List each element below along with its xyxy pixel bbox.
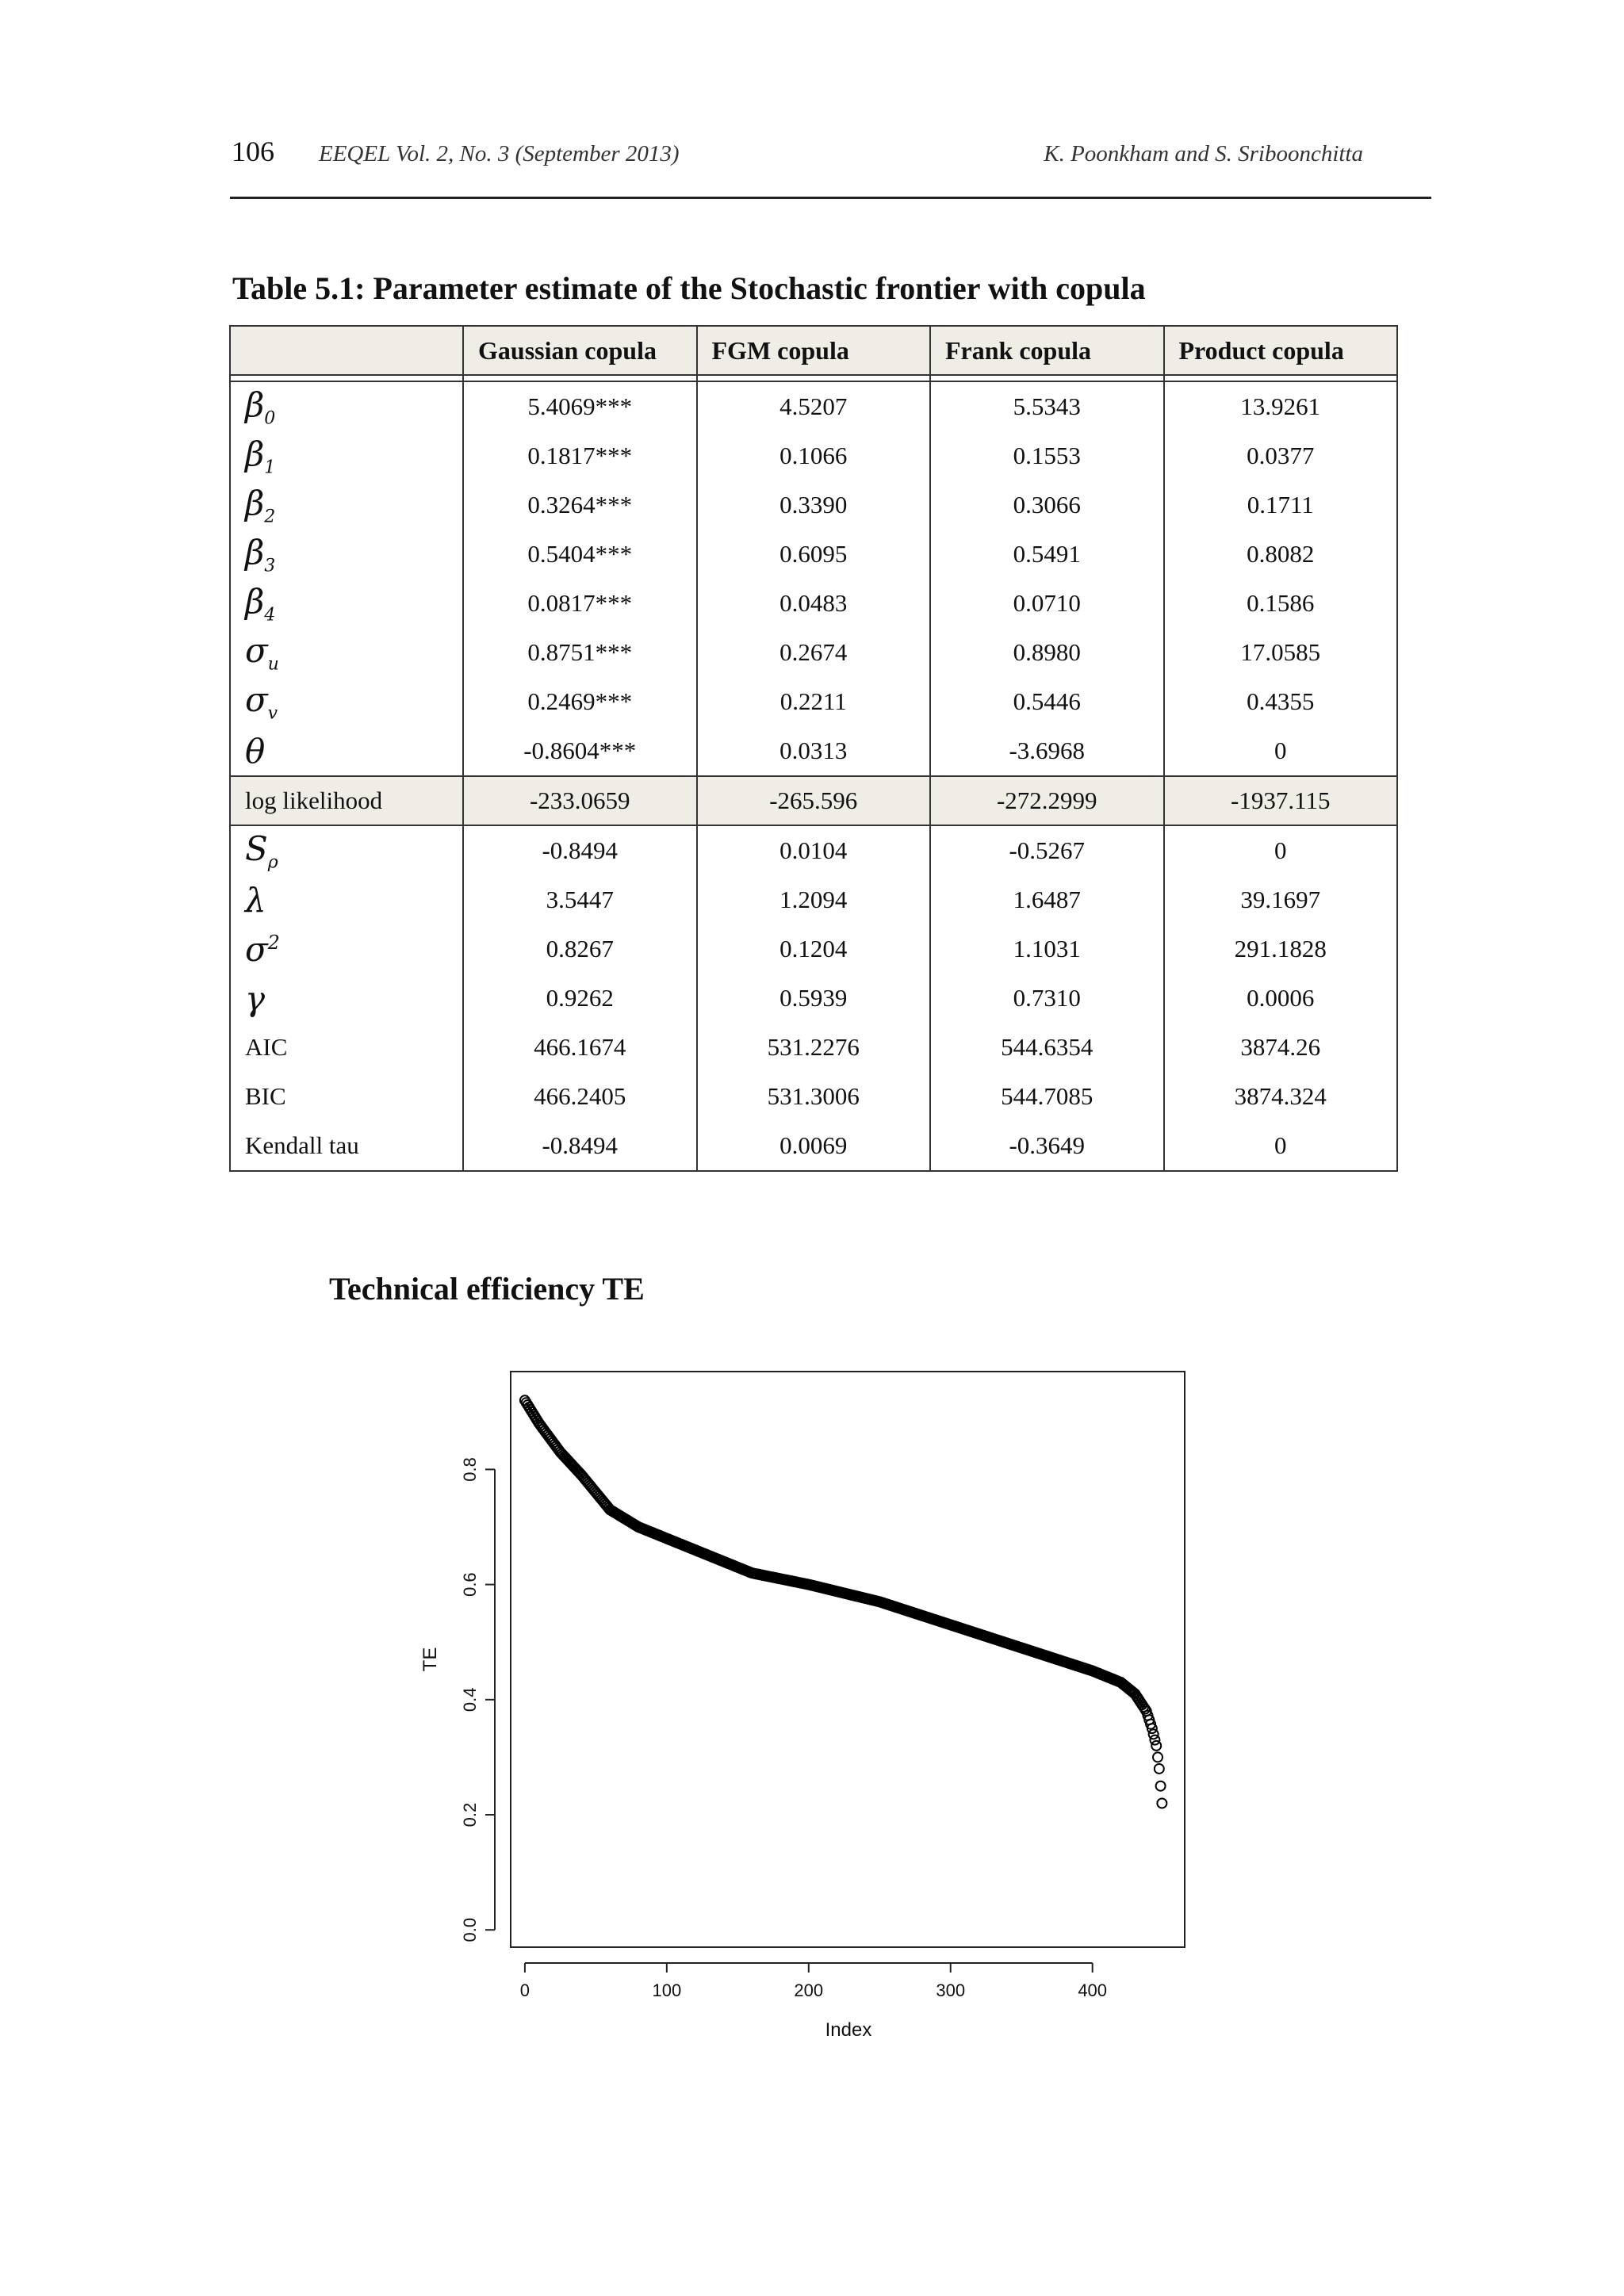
symbol: λ: [245, 880, 266, 920]
row-label: [230, 381, 463, 431]
table-row: [230, 825, 1397, 875]
table-cell: 0.3264***: [463, 480, 697, 530]
table-cell: 0.1586: [1164, 579, 1398, 628]
table-cell: 0.8267: [463, 924, 697, 974]
table-cell: 0.8751***: [463, 628, 697, 677]
table-cell: 0: [1164, 726, 1398, 776]
table-cell: 0.0006: [1164, 974, 1398, 1023]
plot-frame: [511, 1372, 1185, 1947]
y-tick-label: 0.0: [460, 1917, 480, 1942]
table-cell: 0.2469***: [463, 677, 697, 726]
table-cell: 0.0069: [697, 1121, 931, 1171]
row-label-text: Kendall tau: [245, 1131, 359, 1159]
table-row: [230, 381, 1397, 431]
table-cell: -272.2999: [930, 776, 1164, 825]
table-cell: 1.2094: [697, 875, 931, 924]
table-row: [230, 1023, 1397, 1072]
symbol-subscript: 2: [264, 507, 276, 527]
table-cell: 0.6095: [697, 530, 931, 579]
table-cell: 1.1031: [930, 924, 1164, 974]
row-label: [230, 1121, 463, 1171]
table-cell: 5.4069***: [463, 381, 697, 431]
symbol-subscript: ρ: [267, 852, 278, 873]
table-cell: 0.0104: [697, 825, 931, 875]
table-cell: 531.2276: [697, 1023, 931, 1072]
table-row: [230, 431, 1397, 480]
loglik-row: [230, 776, 1397, 825]
symbol-subscript: u: [267, 654, 279, 675]
te-scatter-chart: [396, 1348, 1237, 2045]
row-label: [230, 1023, 463, 1072]
table-cell: 0.1711: [1164, 480, 1398, 530]
row-label: [230, 628, 463, 677]
symbol: θ: [245, 731, 266, 771]
symbol: σ: [245, 630, 268, 670]
table-cell: 291.1828: [1164, 924, 1398, 974]
table-row: [230, 628, 1397, 677]
row-label: [230, 1072, 463, 1121]
table-row: [230, 480, 1397, 530]
x-axis-label: Index: [825, 2019, 872, 2041]
table-cell: 39.1697: [1164, 875, 1398, 924]
row-label: [230, 480, 463, 530]
table-cell: 0.5404***: [463, 530, 697, 579]
symbol-subscript: 4: [264, 605, 276, 626]
table-cell: 0.1066: [697, 431, 931, 480]
table-cell: -233.0659: [463, 776, 697, 825]
symbol: β: [245, 434, 265, 473]
symbol-subscript: 3: [264, 556, 276, 576]
table-cell: 466.2405: [463, 1072, 697, 1121]
table-cell: 17.0585: [1164, 628, 1398, 677]
column-header: Frank copula: [930, 326, 1164, 375]
parameter-table: [229, 325, 1398, 1172]
table-cell: 0.4355: [1164, 677, 1398, 726]
table-cell: 0.7310: [930, 974, 1164, 1023]
symbol-subscript: 0: [264, 408, 276, 429]
y-axis-label: TE: [419, 1647, 441, 1672]
table-cell: 0.0377: [1164, 431, 1398, 480]
symbol: β: [245, 483, 265, 522]
x-tick-label: 400: [1078, 1980, 1108, 2000]
te-section-title: Technical efficiency TE: [329, 1271, 645, 1307]
table-row: [230, 1121, 1397, 1171]
row-label: [230, 530, 463, 579]
table-cell: -0.3649: [930, 1121, 1164, 1171]
authors: K. Poonkham and S. Sriboonchitta: [1044, 141, 1363, 166]
page-header: [230, 133, 1431, 199]
table-cell: 0.3066: [930, 480, 1164, 530]
table-cell: 544.6354: [930, 1023, 1164, 1072]
table-cell: 466.1674: [463, 1023, 697, 1072]
table-cell: -3.6968: [930, 726, 1164, 776]
table-header-row: [230, 326, 1397, 375]
table-row: [230, 974, 1397, 1023]
row-label: [230, 579, 463, 628]
row-label-text: AIC: [245, 1033, 288, 1061]
table-cell: 0.1204: [697, 924, 931, 974]
symbol: β: [245, 385, 265, 424]
y-tick-label: 0.2: [460, 1802, 480, 1827]
table-cell: 3874.26: [1164, 1023, 1398, 1072]
row-label: log likelihood: [230, 776, 463, 825]
table-row: [230, 875, 1397, 924]
page-number: 106: [232, 136, 274, 167]
table-cell: 0.8082: [1164, 530, 1398, 579]
table-cell: 0: [1164, 825, 1398, 875]
column-header: Product copula: [1164, 326, 1398, 375]
table-cell: 0.5939: [697, 974, 931, 1023]
table-cell: 0.5446: [930, 677, 1164, 726]
table-row: [230, 924, 1397, 974]
table-cell: 0.0710: [930, 579, 1164, 628]
symbol: β: [245, 532, 265, 572]
table-row: [230, 579, 1397, 628]
table-cell: -0.5267: [930, 825, 1164, 875]
table-row: [230, 677, 1397, 726]
table-cell: -0.8494: [463, 825, 697, 875]
symbol-subscript: 1: [264, 457, 276, 478]
table-cell: 5.5343: [930, 381, 1164, 431]
table-cell: 0.8980: [930, 628, 1164, 677]
table-cell: 1.6487: [930, 875, 1164, 924]
table-cell: 0.2674: [697, 628, 931, 677]
table-cell: 0.0483: [697, 579, 931, 628]
x-tick-label: 300: [936, 1980, 966, 2000]
table-cell: 3.5447: [463, 875, 697, 924]
row-label: [230, 726, 463, 776]
journal-citation: EEQEL Vol. 2, No. 3 (September 2013): [319, 141, 680, 166]
symbol-subscript: v: [267, 703, 278, 724]
symbol: β: [245, 581, 265, 621]
table-row: [230, 726, 1397, 776]
x-tick-label: 100: [652, 1980, 682, 2000]
table-cell: 531.3006: [697, 1072, 931, 1121]
row-label: [230, 875, 463, 924]
y-tick-label: 0.8: [460, 1457, 480, 1482]
y-tick-label: 0.4: [460, 1687, 480, 1712]
table-cell: 0.5491: [930, 530, 1164, 579]
table-cell: 0.2211: [697, 677, 931, 726]
symbol: σ: [245, 679, 268, 719]
row-label: [230, 431, 463, 480]
table-cell: 544.7085: [930, 1072, 1164, 1121]
table-cell: 4.5207: [697, 381, 931, 431]
table-cell: 0.3390: [697, 480, 931, 530]
row-label: [230, 974, 463, 1023]
symbol: γ: [245, 978, 266, 1018]
table-cell: 0.9262: [463, 974, 697, 1023]
table-cell: -265.596: [697, 776, 931, 825]
column-header: FGM copula: [697, 326, 931, 375]
row-label: [230, 924, 463, 974]
table-cell: 0.0313: [697, 726, 931, 776]
table-cell: 0.1817***: [463, 431, 697, 480]
table-cell: 0: [1164, 1121, 1398, 1171]
table-cell: 0.1553: [930, 431, 1164, 480]
table-caption: Table 5.1: Parameter estimate of the Stochastic frontier with copula: [232, 270, 1146, 306]
column-header: Gaussian copula: [463, 326, 697, 375]
symbol-superscript: 2: [267, 931, 280, 954]
symbol: S: [245, 828, 268, 868]
table-cell: 13.9261: [1164, 381, 1398, 431]
x-tick-label: 0: [519, 1980, 530, 2000]
row-label: [230, 825, 463, 875]
table-cell: 0.0817***: [463, 579, 697, 628]
table-cell: -0.8604***: [463, 726, 697, 776]
table-cell: -0.8494: [463, 1121, 697, 1171]
table-cell: 3874.324: [1164, 1072, 1398, 1121]
symbol: σ: [245, 929, 268, 969]
y-tick-label: 0.6: [460, 1572, 480, 1597]
row-label-text: BIC: [245, 1082, 286, 1110]
row-label: [230, 677, 463, 726]
column-header: [230, 326, 463, 375]
x-tick-label: 200: [794, 1980, 824, 2000]
table-row: [230, 1072, 1397, 1121]
table-cell: -1937.115: [1164, 776, 1398, 825]
table-row: [230, 530, 1397, 579]
